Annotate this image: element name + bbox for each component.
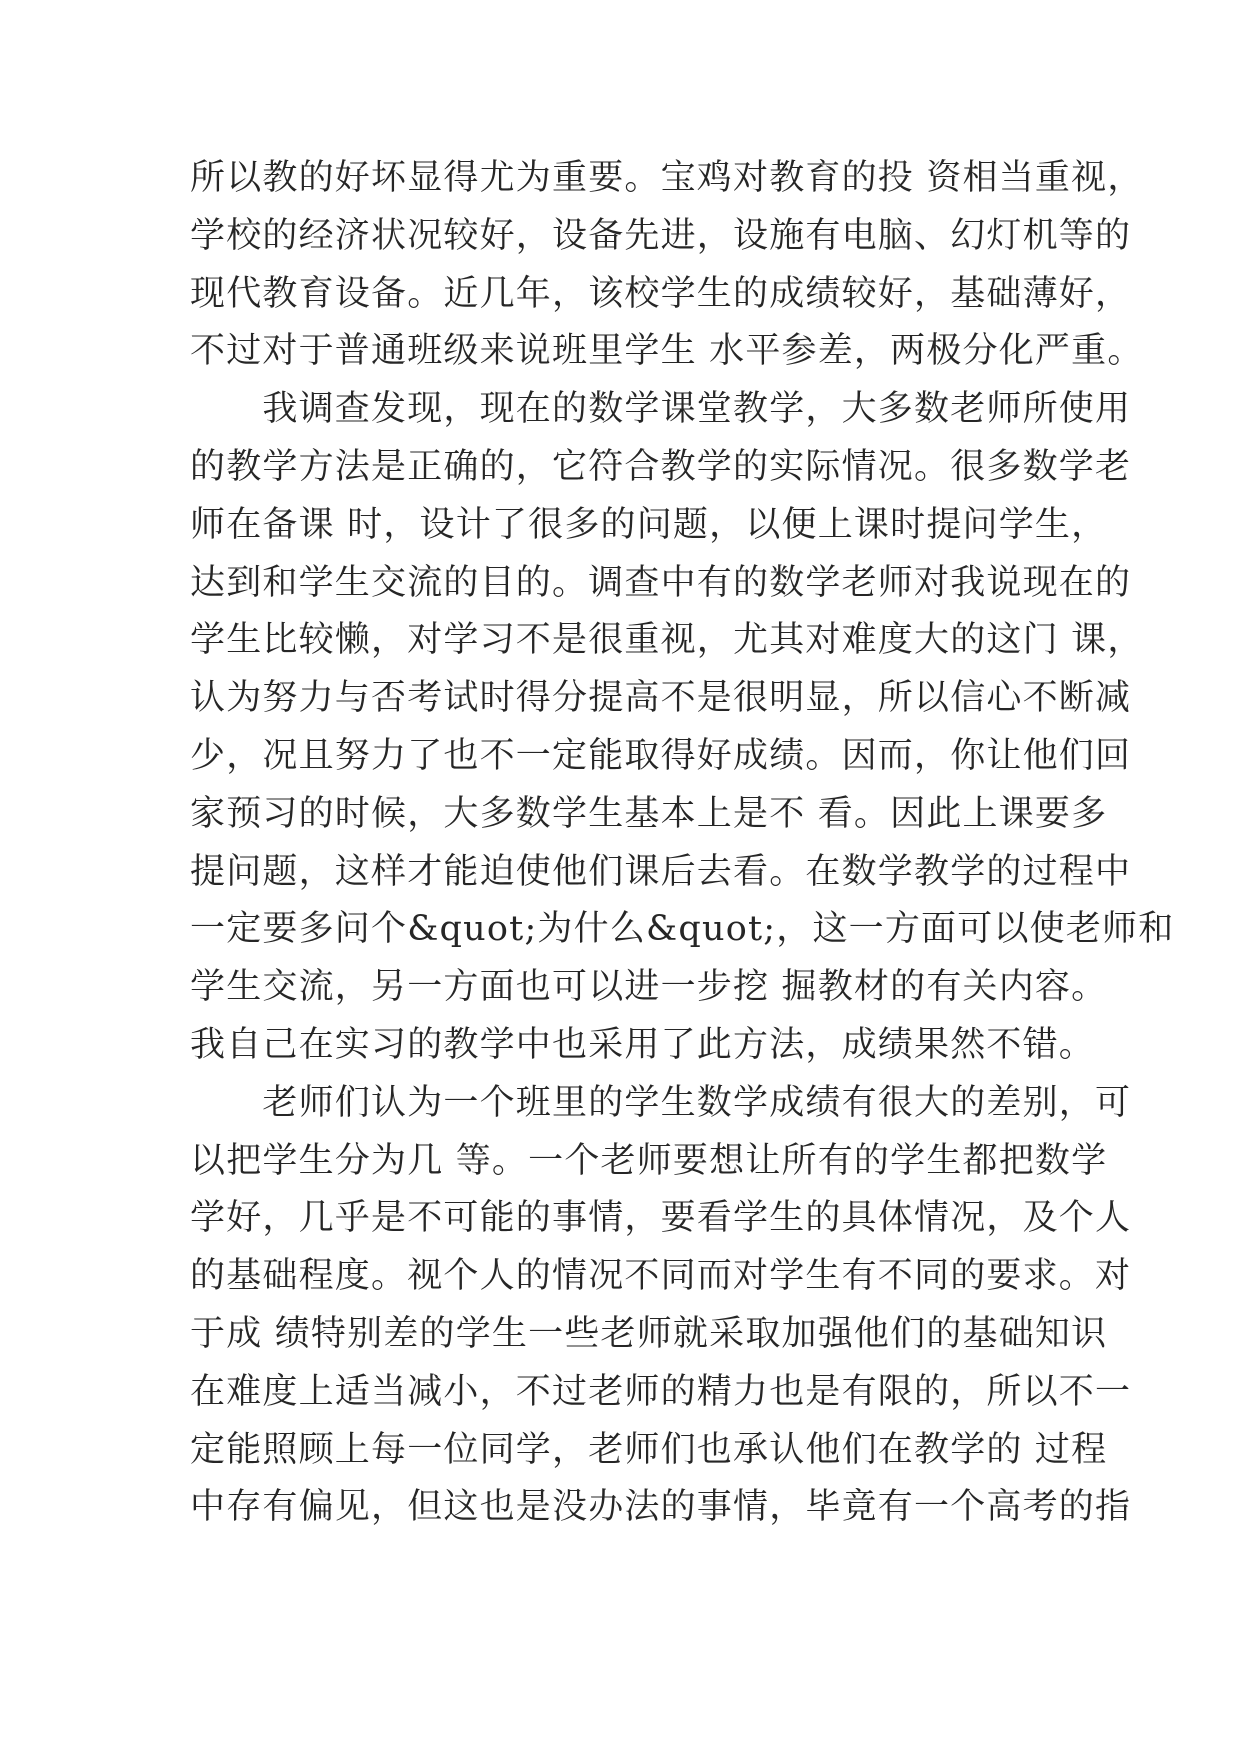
text-line: 在难度上适当减小，不过老师的精力也是有限的，所以不一 [190,1371,1132,1412]
text-line: 定能照顾上每一位同学，老师们也承认他们在教学的 过程 [190,1429,1108,1470]
text-line: 学生比较懒，对学习不是很重视，尤其对难度大的这门 课， [190,620,1144,661]
text-line: 于成 绩特别差的学生一些老师就采取加强他们的基础知识 [190,1313,1108,1354]
text-line: 中存有偏见，但这也是没办法的事情，毕竟有一个高考的指 [190,1487,1132,1528]
text-line: 所以教的好坏显得尤为重要。宝鸡对教育的投 资相当重视， [190,158,1144,198]
text-line: 认为努力与否考试时得分提高不是很明显，所以信心不断减 [190,678,1132,719]
text-line: 我调查发现，现在的数学课堂教学，大多数老师所使用 [190,389,1132,430]
body-text [190,150,1175,1537]
text-line: 提问题，这样才能迫使他们课后去看。在数学教学的过程中 [190,851,1132,892]
text-line: 一定要多问个&quot;为什么&quot;，这一方面可以使老师和 [190,909,1175,950]
text-line: 学好，几乎是不可能的事情，要看学生的具体情况，及个人 [190,1198,1132,1239]
text-line: 达到和学生交流的目的。调查中有的数学老师对我说现在的 [190,562,1132,603]
text-line: 的教学方法是正确的，它符合教学的实际情况。很多数学老 [190,446,1132,487]
text-line: 学生交流，另一方面也可以进一步挖 掘教材的有关内容。 [190,967,1108,1008]
text-line: 以把学生分为几 等。一个老师要想让所有的学生都把数学 [190,1140,1108,1181]
text-line: 现代教育设备。近几年，该校学生的成绩较好，基础薄好， [190,273,1132,314]
text-line: 学校的经济状况较好，设备先进，设施有电脑、幻灯机等的 [190,215,1132,256]
text-line: 少，况且努力了也不一定能取得好成绩。因而，你让他们回 [190,735,1132,776]
text-line: 的基础程度。视个人的情况不同而对学生有不同的要求。对 [190,1256,1132,1297]
text-line: 老师们认为一个班里的学生数学成绩有很大的差别，可 [190,1082,1132,1123]
text-line: 家预习的时候，大多数学生基本上是不 看。因此上课要多 [190,793,1108,834]
text-line: 师在备课 时，设计了很多的问题，以便上课时提问学生， [190,504,1108,545]
text-line: 不过对于普通班级来说班里学生 水平参差，两极分化严重。 [190,331,1144,372]
text-line: 我自己在实习的教学中也采用了此方法，成绩果然不错。 [190,1024,1096,1065]
